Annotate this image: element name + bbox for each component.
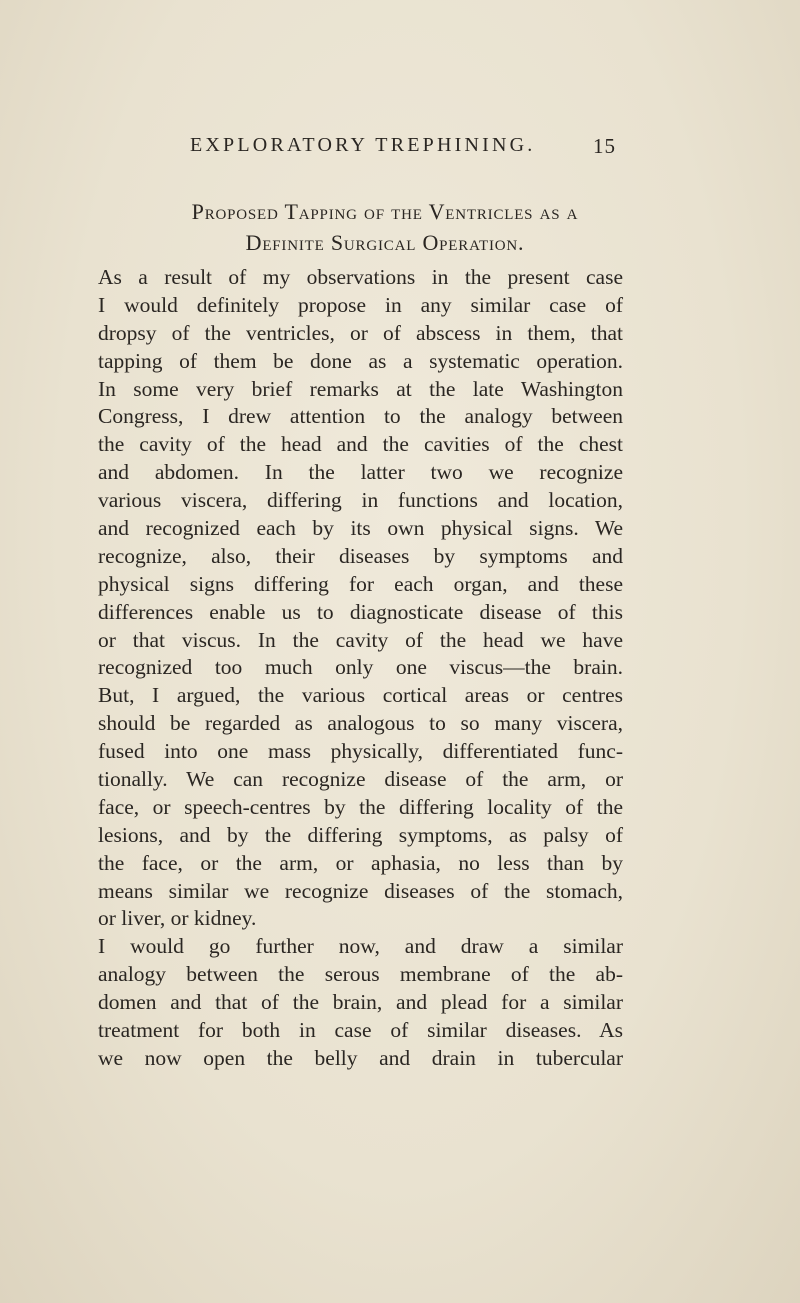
text-line: face, or speech-centres by the differing locality of the bbox=[98, 794, 623, 819]
text-line: treatment for both in case of similar diseases. As bbox=[98, 1018, 623, 1043]
text-line: lesions, and by the differing symptoms, as palsy of bbox=[98, 822, 623, 847]
text-line: tapping of them be done as a systematic operation. bbox=[98, 348, 623, 373]
text-line: recognized too much only one viscus—the brain. bbox=[98, 655, 623, 680]
section-heading bbox=[105, 196, 665, 258]
text-line: physical signs differing for each organ, and these bbox=[98, 571, 623, 596]
running-head: EXPLORATORY TREPHINING. bbox=[190, 134, 536, 156]
text-line: means similar we recognize diseases of the stomach, bbox=[98, 878, 623, 903]
text-line: differences enable us to diagnosticate disease of this bbox=[98, 599, 623, 624]
text-line: I would go further now, and draw a similar bbox=[98, 934, 623, 959]
text-line: Congress, I drew attention to the analogy between bbox=[98, 404, 623, 429]
text-line: tionally. We can recognize disease of the arm, or bbox=[98, 767, 623, 792]
text-line: the face, or the arm, or aphasia, no less than by bbox=[98, 850, 623, 875]
text-line: In some very brief remarks at the late Washington bbox=[98, 376, 623, 401]
paragraph-1 bbox=[98, 264, 623, 933]
text-line: various viscera, differing in functions and location, bbox=[98, 488, 623, 513]
paragraph-2 bbox=[98, 933, 623, 1072]
text-line: But, I argued, the various cortical areas or centres bbox=[98, 683, 623, 708]
section-heading-line-2: Definite Surgical Operation. bbox=[245, 230, 525, 255]
text-line: or liver, or kidney. bbox=[98, 906, 257, 931]
body-text bbox=[98, 264, 623, 1073]
text-line: the cavity of the head and the cavities of the chest bbox=[98, 432, 623, 457]
text-line: analogy between the serous membrane of the ab- bbox=[98, 962, 623, 987]
text-line: should be regarded as analogous to so many viscera, bbox=[98, 711, 623, 736]
text-line: and recognized each by its own physical signs. We bbox=[98, 516, 623, 541]
text-line: dropsy of the ventricles, or of abscess in them, that bbox=[98, 320, 623, 345]
text-line: and abdomen. In the latter two we recognize bbox=[98, 460, 623, 485]
text-line: domen and that of the brain, and plead for a similar bbox=[98, 990, 623, 1015]
text-line: As a result of my observations in the present case bbox=[98, 265, 623, 289]
text-line: fused into one mass physically, differentiated func- bbox=[98, 739, 623, 764]
page-number: 15 bbox=[593, 134, 616, 158]
section-heading-line-1: Proposed Tapping of the Ventricles as a bbox=[191, 199, 579, 224]
text-line: or that viscus. In the cavity of the head we have bbox=[98, 627, 623, 652]
text-line: I would definitely propose in any similar case of bbox=[98, 292, 623, 317]
text-line: we now open the belly and drain in tubercular bbox=[98, 1045, 623, 1070]
text-line: recognize, also, their diseases by symptoms and bbox=[98, 543, 623, 568]
